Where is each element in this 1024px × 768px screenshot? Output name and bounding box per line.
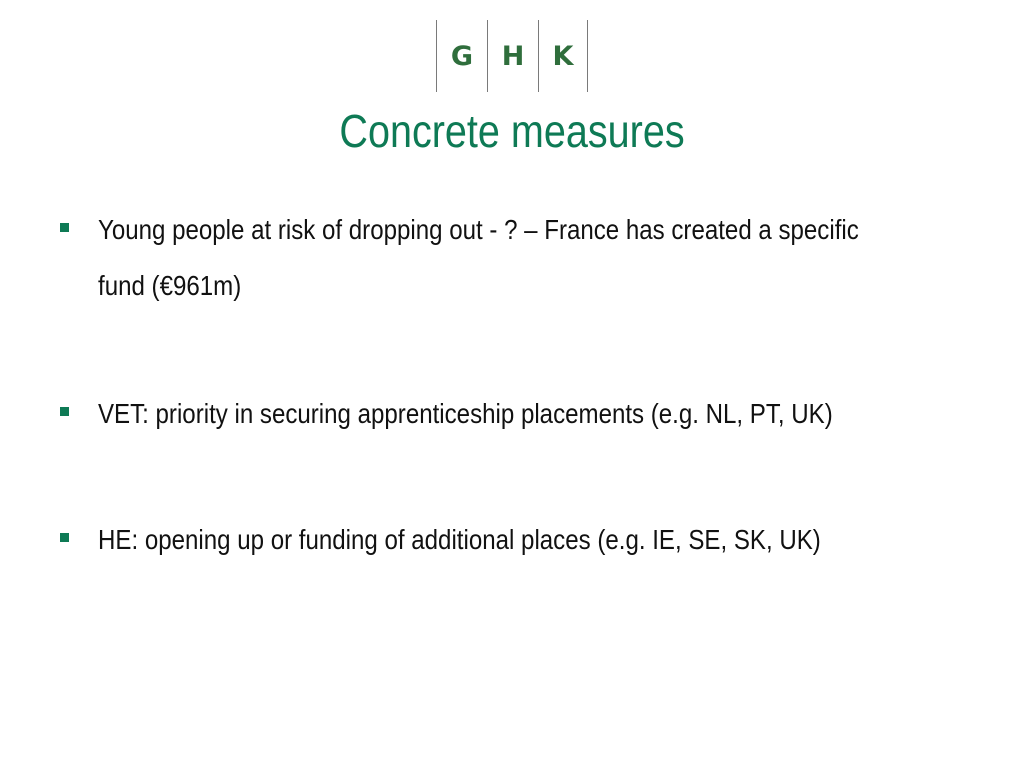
logo-divider <box>587 20 588 92</box>
bullet-text: HE: opening up or funding of additional places (e.g. IE, SE, SK, UK) <box>98 524 821 555</box>
square-bullet-icon <box>60 533 69 542</box>
slide-title: Concrete measures <box>339 105 685 157</box>
square-bullet-icon <box>60 223 69 232</box>
ghk-logo <box>436 20 588 92</box>
bullet-text: VET: priority in securing apprenticeship placements (e.g. NL, PT, UK) <box>98 398 833 429</box>
logo-letter-k: K <box>552 40 574 72</box>
bullet-text: Young people at risk of dropping out - ? – France has created a specific fund (€961m) <box>98 214 859 301</box>
logo-letter-h: H <box>501 40 525 72</box>
logo-letter-g: G <box>450 40 474 72</box>
square-bullet-icon <box>60 407 69 416</box>
